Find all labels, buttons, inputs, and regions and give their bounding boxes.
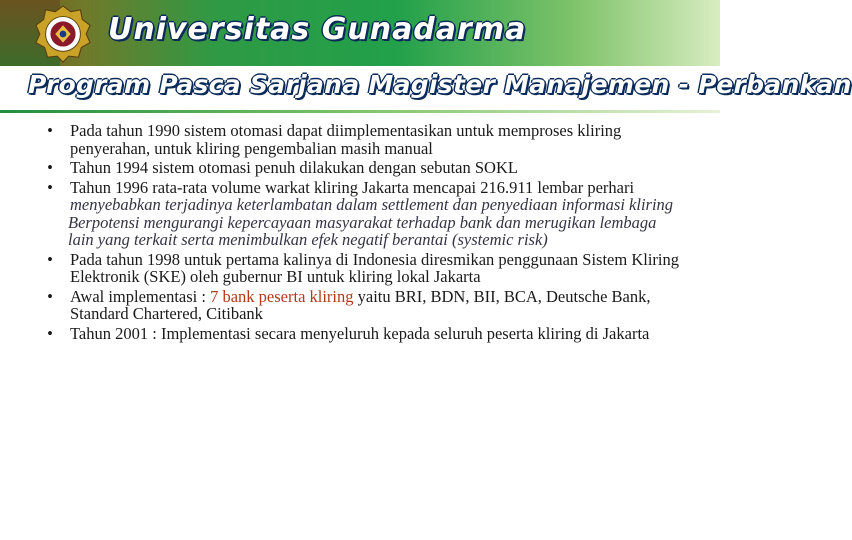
list-item xyxy=(40,251,680,286)
list-item xyxy=(40,179,680,249)
list-item-text: Tahun 1994 sistem otomasi penuh dilakukan dengan sebutan SOKL xyxy=(70,158,518,177)
university-logo-icon xyxy=(34,4,92,62)
divider xyxy=(0,110,720,113)
bullet-list xyxy=(40,122,680,344)
bullet-icon: • xyxy=(47,158,53,177)
list-item-text: Pada tahun 1998 untuk pertama kalinya di Indonesia diresmikan penggunaan Sistem Kliring Elektronik (SKE) oleh gubernur BI untuk kliring lokal Jakarta xyxy=(70,249,679,286)
bullet-icon: • xyxy=(47,177,53,197)
list-item-text: Tahun 1996 rata-rata volume warkat kliring Jakarta mencapai 216.911 lembar perhari xyxy=(70,177,635,197)
highlighted-text: 7 bank peserta kliring xyxy=(210,286,354,306)
program-title: Program Pasca Sarjana Magister Manajemen - Perbankan xyxy=(28,70,852,99)
list-item-text-prefix: Awal implementasi : xyxy=(70,286,211,306)
list-item xyxy=(40,122,680,157)
bullet-icon: • xyxy=(47,121,53,140)
list-item-text-suffix: yaitu BRI, BDN, BII, BCA, Deutsche Bank, Standard Chartered, Citibank xyxy=(70,286,651,323)
list-item xyxy=(40,159,680,177)
university-title: Universitas Gunadarma xyxy=(108,12,527,47)
list-item xyxy=(40,325,680,343)
bullet-icon: • xyxy=(47,286,53,306)
list-item-text: Pada tahun 1990 sistem otomasi dapat diimplementasikan untuk memproses kliring penyerahan, untuk kliring pengembalian masih manual xyxy=(70,121,622,158)
list-item xyxy=(40,288,680,323)
bullet-icon: • xyxy=(47,249,53,269)
list-item-subtext: Berpotensi mengurangi kepercayaan masyarakat terhadap bank dan merugikan lembaga lain yang terkait serta menimbulkan efek negatif berantai (systemic risk) xyxy=(68,212,657,249)
bullet-icon: • xyxy=(47,323,53,343)
list-item-text: Tahun 2001 : Implementasi secara menyeluruh kepada seluruh peserta kliring di Jakarta xyxy=(70,323,650,343)
list-item-subtext: menyebabkan terjadinya keterlambatan dalam settlement dan penyediaan informasi kliring xyxy=(70,195,674,214)
